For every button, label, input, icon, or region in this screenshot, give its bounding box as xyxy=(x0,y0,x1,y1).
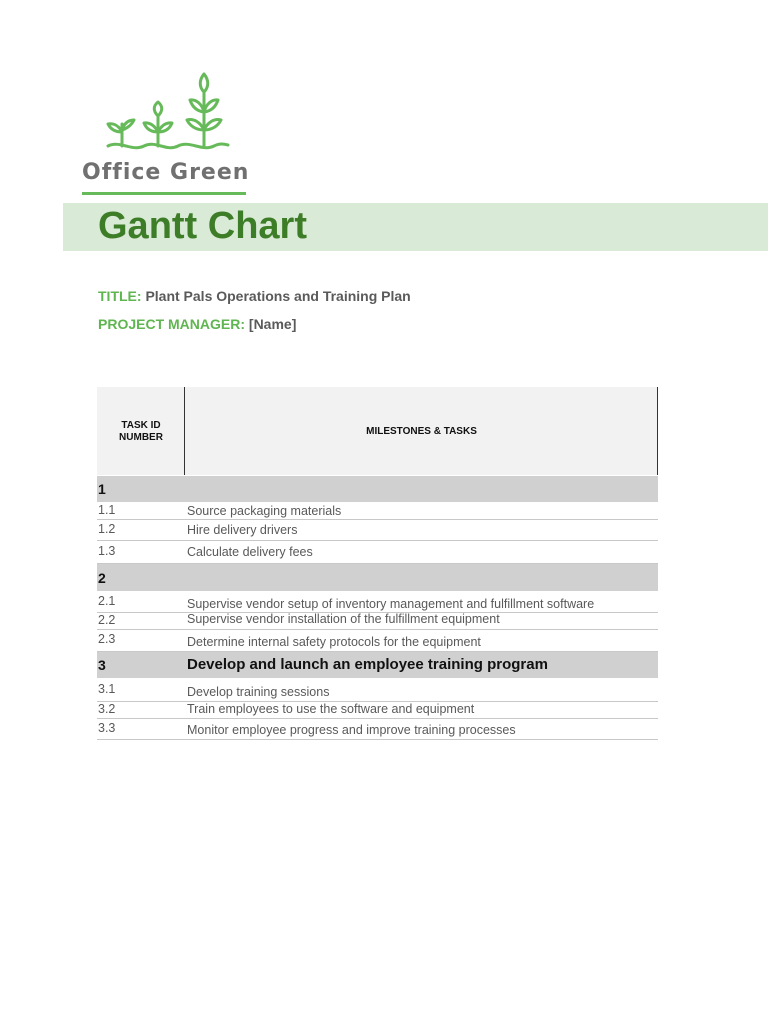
project-title-line xyxy=(98,288,411,304)
task-id-header-line: NUMBER xyxy=(119,432,163,443)
task-id: 2 xyxy=(98,570,106,586)
title-label: TITLE: xyxy=(98,288,142,304)
task-name: Determine internal safety protocols for the equipment xyxy=(187,635,481,649)
office-green-logo xyxy=(80,66,248,198)
task-name: Train employees to use the software and equipment xyxy=(187,702,475,716)
sprouting-plants-icon xyxy=(80,66,248,158)
logo-underline xyxy=(82,192,246,195)
task-id: 3 xyxy=(98,657,106,673)
milestone-row xyxy=(97,476,658,502)
task-id: 2.1 xyxy=(98,594,116,608)
task-id: 3.1 xyxy=(98,682,116,696)
page-title: Gantt Chart xyxy=(98,205,307,247)
title-value: Plant Pals Operations and Training Plan xyxy=(145,288,411,304)
task-id-column-header xyxy=(97,420,185,444)
task-row xyxy=(97,502,658,520)
task-name: Develop and launch an employee training program xyxy=(187,656,548,673)
project-manager-label: PROJECT MANAGER: xyxy=(98,316,246,332)
task-name: Supervise vendor setup of inventory management and fulfillment software xyxy=(187,597,595,611)
milestone-row xyxy=(97,652,658,678)
task-row xyxy=(97,591,658,613)
task-row xyxy=(97,613,658,630)
task-id: 1 xyxy=(98,481,106,497)
task-row xyxy=(97,719,658,740)
task-id: 2.3 xyxy=(98,632,116,646)
milestone-row xyxy=(97,564,658,591)
task-name: Calculate delivery fees xyxy=(187,545,313,559)
task-row xyxy=(97,678,658,702)
project-manager-line xyxy=(98,316,296,332)
task-name: Monitor employee progress and improve training processes xyxy=(187,723,516,737)
task-id: 1.3 xyxy=(98,544,116,558)
task-id: 3.2 xyxy=(98,702,116,716)
task-row xyxy=(97,702,658,719)
task-row xyxy=(97,630,658,652)
task-row xyxy=(97,541,658,564)
task-name: Hire delivery drivers xyxy=(187,523,298,537)
task-name: Supervise vendor installation of the fulfillment equipment xyxy=(187,612,500,626)
task-id: 3.3 xyxy=(98,721,116,735)
task-id-header-line: TASK ID xyxy=(121,420,161,431)
task-id: 2.2 xyxy=(98,613,116,627)
task-name: Source packaging materials xyxy=(187,504,342,518)
task-id: 1.2 xyxy=(98,522,116,536)
task-row xyxy=(97,520,658,541)
project-manager-value: [Name] xyxy=(248,316,297,332)
task-name: Develop training sessions xyxy=(187,685,330,699)
milestones-tasks-column-header: MILESTONES & TASKS xyxy=(366,426,477,437)
logo-wordmark: Office Green xyxy=(82,160,250,185)
task-id: 1.1 xyxy=(98,503,116,517)
